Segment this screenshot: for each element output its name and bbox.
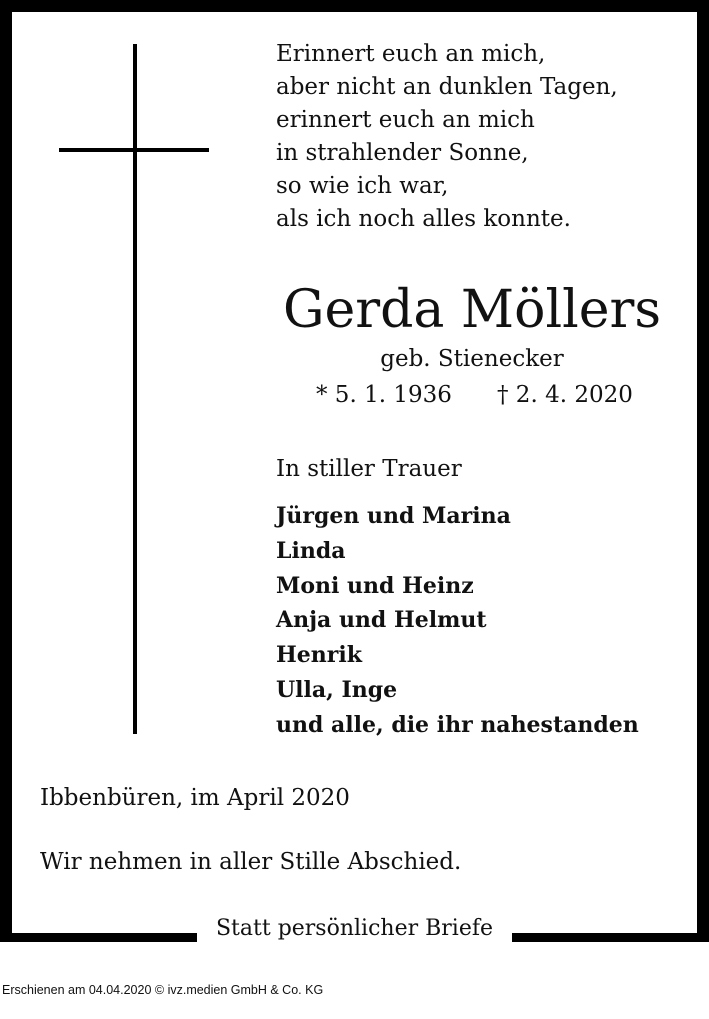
mourner-item: Henrik [276,642,362,669]
mourner-item: Anja und Helmut [276,607,487,634]
poem-line: in strahlender Sonne, [276,140,529,166]
poem-line: aber nicht an dunklen Tagen, [276,74,618,100]
footer-note: Statt persönlicher Briefe [215,916,494,941]
mourner-item: Ulla, Inge [276,676,398,703]
place-date: Ibbenbüren, im April 2020 [40,785,350,811]
border-bottom-left [0,933,197,942]
publication-credit: Erschienen am 04.04.2020 © ivz.medien GmbH & Co. KG [2,983,324,997]
mourners-list [276,499,639,743]
deceased-name: Gerda Möllers [282,280,662,340]
border-left [0,0,12,942]
birth-date: * 5. 1. 1936 [316,382,452,408]
mourner-item: Linda [276,537,346,564]
poem-line: als ich noch alles konnte. [276,206,571,232]
mourner-item: Moni und Heinz [276,572,474,599]
mourning-intro: In stiller Trauer [276,456,462,482]
border-right [697,0,709,942]
border-bottom-right [512,933,709,942]
mourner-item: und alle, die ihr nahestanden [276,711,639,738]
farewell-text: Wir nehmen in aller Stille Abschied. [40,849,462,875]
death-date: † 2. 4. 2020 [497,382,633,408]
maiden-name: geb. Stienecker [380,346,564,372]
poem-line: erinnert euch an mich [276,107,535,133]
cross-horizontal-bar [59,148,209,152]
memorial-poem [276,38,676,236]
mourner-item: Jürgen und Marina [276,503,511,529]
border-top [0,0,709,12]
poem-line: Erinnert euch an mich, [276,41,546,67]
poem-line: so wie ich war, [276,173,449,199]
